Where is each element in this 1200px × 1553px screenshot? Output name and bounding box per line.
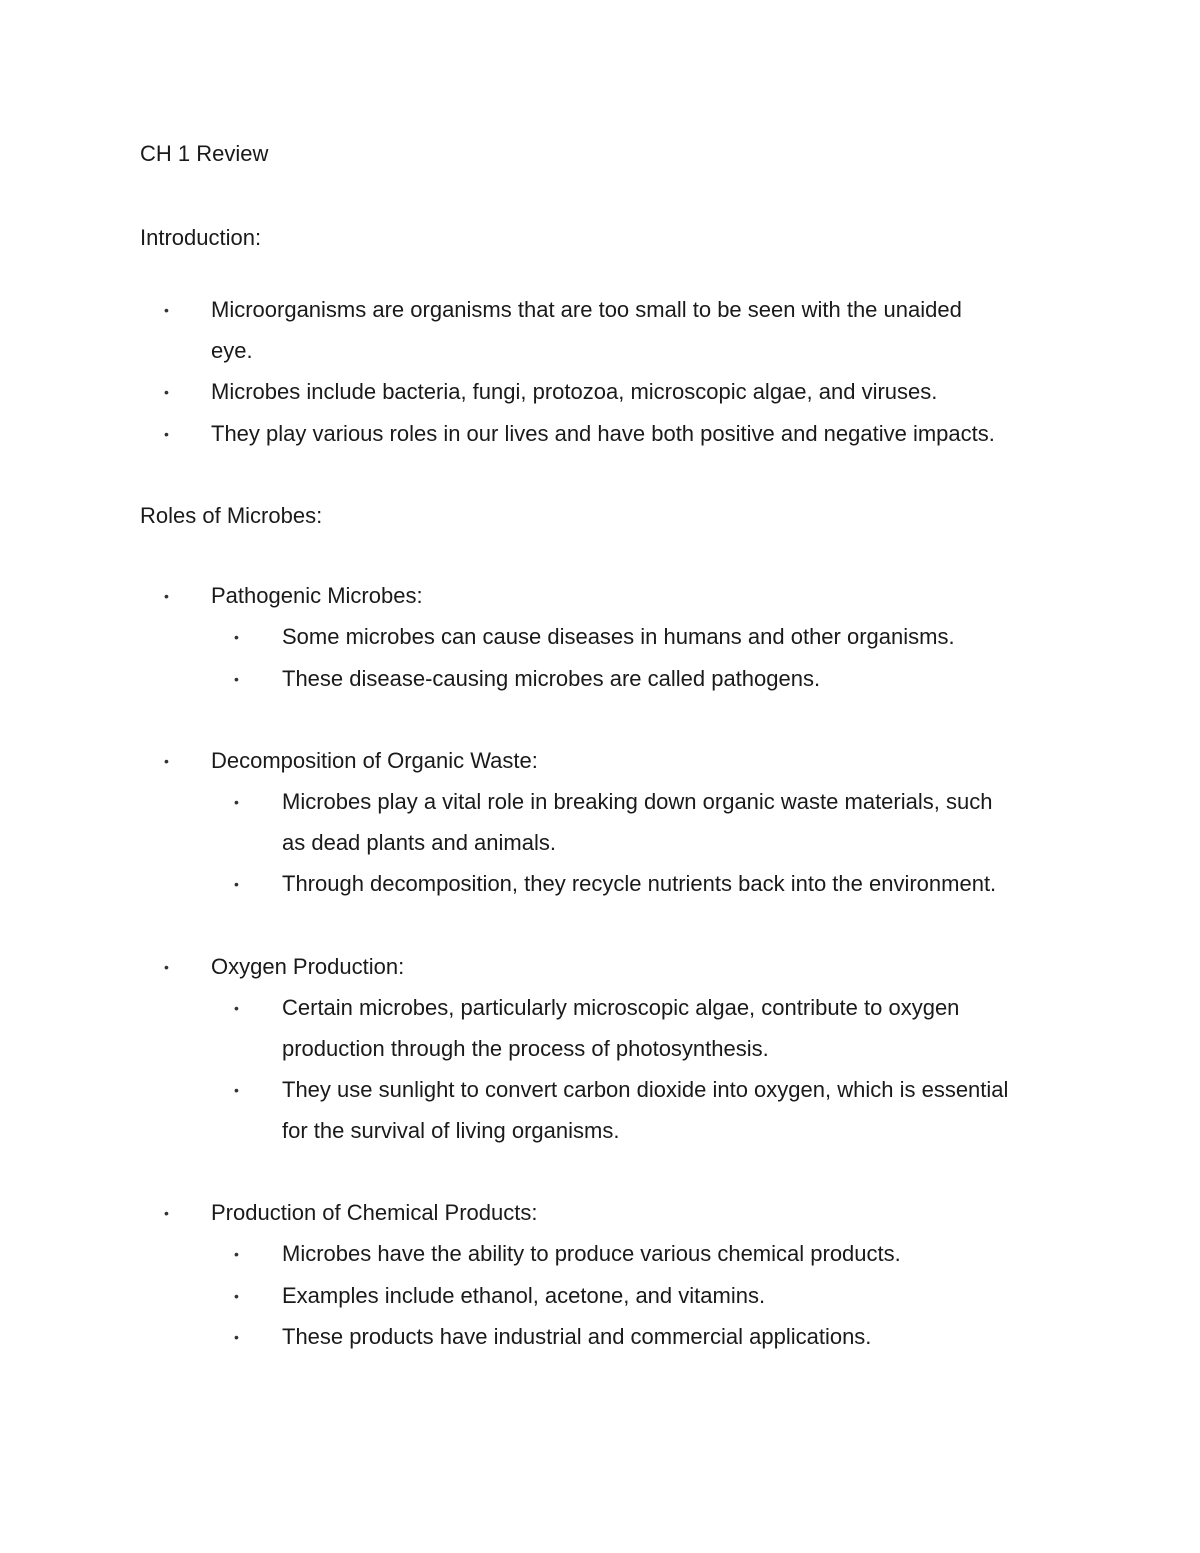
oxygen-item-2-line-2: for the survival of living organisms. [282, 1118, 620, 1143]
bullet-icon: • [164, 753, 169, 769]
sub-bullet-icon: • [234, 1329, 239, 1345]
sub-bullet-icon: • [234, 794, 239, 810]
bullet-icon: • [164, 1205, 169, 1221]
decomposition-item-2: Through decomposition, they recycle nutrients back into the environment. [282, 871, 997, 896]
sub-bullet-icon: • [234, 629, 239, 645]
chemical-item-2: Examples include ethanol, acetone, and vitamins. [282, 1283, 766, 1308]
section-heading-pathogenic: Pathogenic Microbes: [211, 583, 423, 608]
document-title: CH 1 Review [140, 141, 269, 166]
intro-item-3: They play various roles in our lives and have both positive and negative impacts. [211, 421, 995, 446]
intro-heading: Introduction: [140, 225, 262, 250]
intro-item-2: Microbes include bacteria, fungi, protozoa, microscopic algae, and viruses. [211, 379, 938, 404]
sub-bullet-icon: • [234, 1288, 239, 1304]
section-heading-decomposition: Decomposition of Organic Waste: [211, 748, 538, 773]
oxygen-item-2-line-1: They use sunlight to convert carbon dioxide into oxygen, which is essential [282, 1077, 1009, 1102]
roles-heading: Roles of Microbes: [140, 503, 323, 528]
section-heading-oxygen: Oxygen Production: [211, 954, 405, 979]
pathogenic-item-1: Some microbes can cause diseases in humans and other organisms. [282, 624, 955, 649]
bullet-icon: • [164, 426, 169, 442]
bullet-icon: • [164, 959, 169, 975]
sub-bullet-icon: • [234, 1082, 239, 1098]
bullet-icon: • [164, 588, 169, 604]
decomposition-item-1-line-1: Microbes play a vital role in breaking down organic waste materials, such [282, 789, 993, 814]
chemical-item-3: These products have industrial and commercial applications. [282, 1324, 872, 1349]
decomposition-item-1-line-2: as dead plants and animals. [282, 830, 556, 855]
sub-bullet-icon: • [234, 671, 239, 687]
intro-item-1-line-2: eye. [211, 338, 253, 363]
pathogenic-item-2: These disease-causing microbes are called pathogens. [282, 666, 821, 691]
sub-bullet-icon: • [234, 876, 239, 892]
bullet-icon: • [164, 384, 169, 400]
section-heading-chemical: Production of Chemical Products: [211, 1200, 538, 1225]
oxygen-item-1-line-2: production through the process of photosynthesis. [282, 1036, 769, 1061]
oxygen-item-1-line-1: Certain microbes, particularly microscopic algae, contribute to oxygen [282, 995, 960, 1020]
intro-item-1-line-1: Microorganisms are organisms that are too small to be seen with the unaided [211, 297, 962, 322]
sub-bullet-icon: • [234, 1246, 239, 1262]
bullet-icon: • [164, 302, 169, 318]
sub-bullet-icon: • [234, 1000, 239, 1016]
chemical-item-1: Microbes have the ability to produce various chemical products. [282, 1241, 901, 1266]
